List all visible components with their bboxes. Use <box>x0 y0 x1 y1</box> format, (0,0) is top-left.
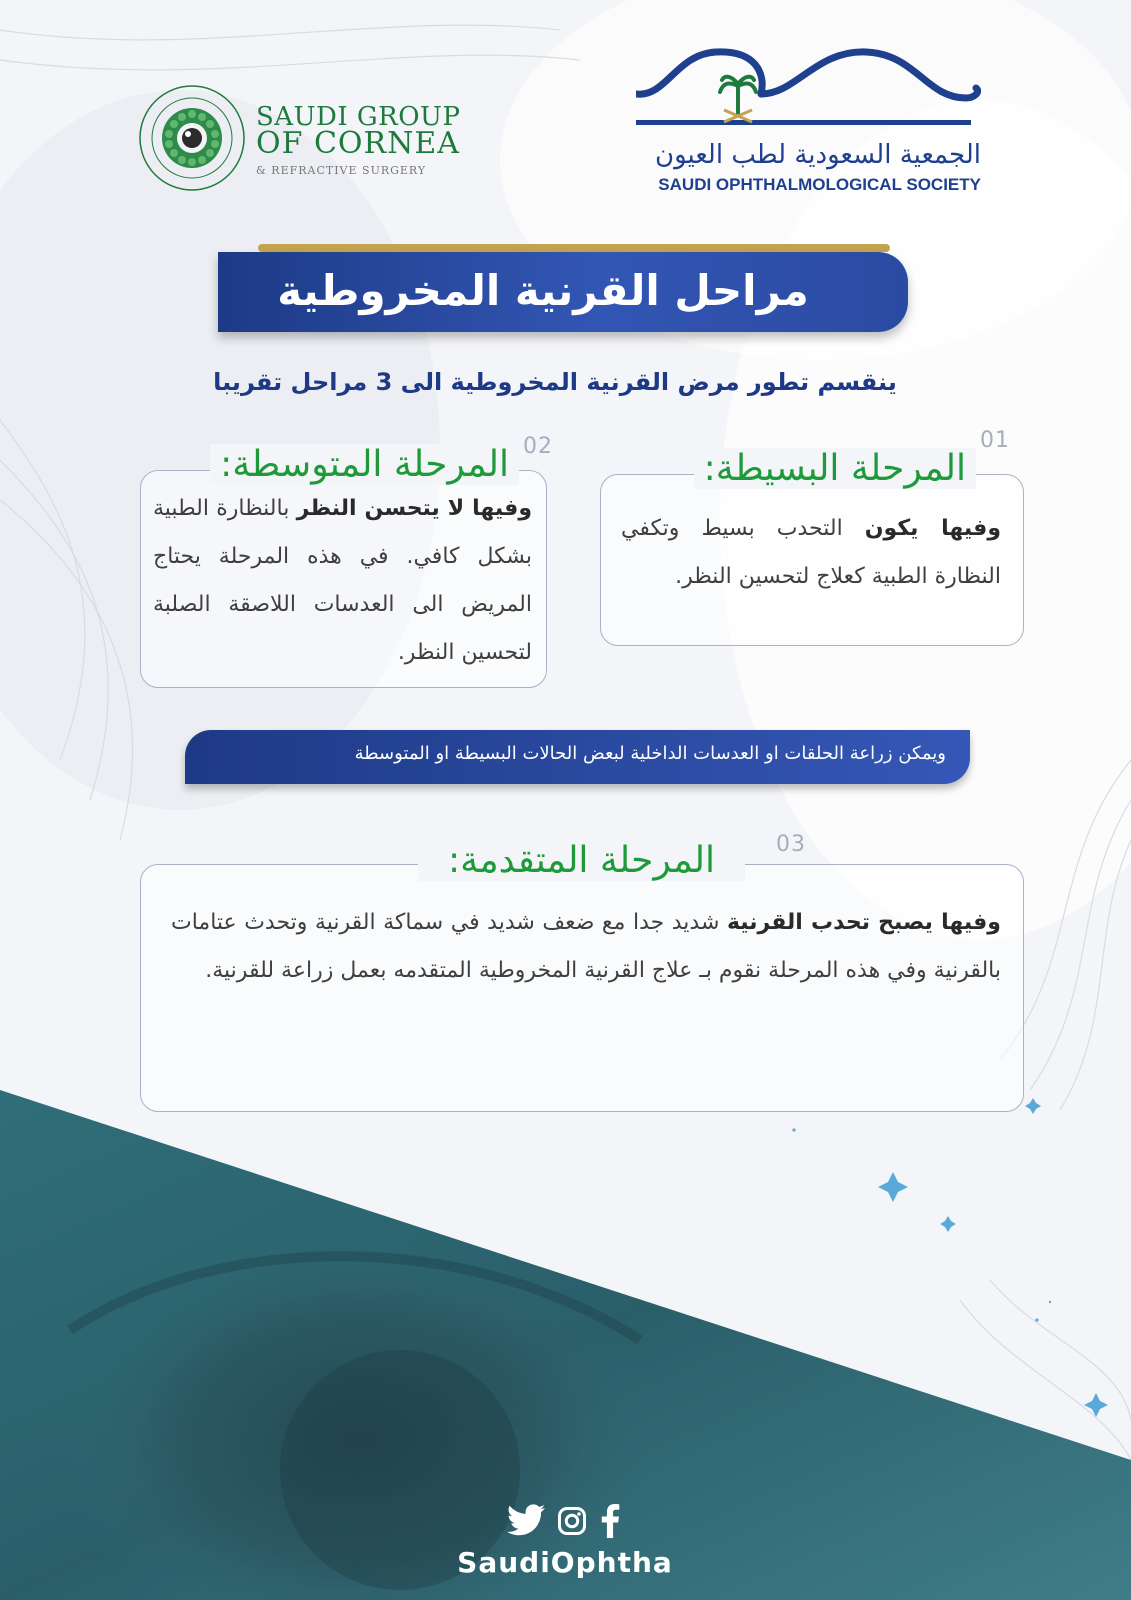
stage-3-description <box>171 899 1001 995</box>
stage-2-bold: وفيها لا يتحسن النظر <box>296 496 532 521</box>
facebook-icon[interactable] <box>599 1504 621 1538</box>
stage-1-heading: المرحلة البسيطة: <box>694 448 976 489</box>
note-banner <box>185 730 970 784</box>
cornea-logo-line3: & REFRACTIVE SURGERY <box>256 164 427 177</box>
society-name-arabic: الجمعية السعودية لطب العيون <box>655 140 981 170</box>
stage-1-number: 01 <box>980 428 1010 453</box>
stage-1-description <box>621 505 1001 601</box>
stage-1-text: التحدب بسيط وتكفي النظارة الطبية كعلاج لتحسين النظر. <box>621 516 1001 589</box>
title-banner-background <box>218 252 908 332</box>
cornea-logo-line2: OF CORNEA <box>256 126 460 161</box>
note-text: ويمكن زراعة الحلقات او العدسات الداخلية لبعض الحالات البسيطة او المتوسطة <box>354 743 946 764</box>
cornea-group-logo <box>138 84 478 194</box>
stage-2-heading: المرحلة المتوسطة: <box>210 444 519 485</box>
stage-2-description <box>153 485 532 677</box>
stage-2-card <box>140 470 547 688</box>
social-icons <box>505 1500 635 1540</box>
stage-3-card <box>140 864 1024 1112</box>
stage-3-heading: المرحلة المتقدمة: <box>418 840 745 881</box>
title-gold-strip <box>258 244 890 252</box>
stage-3-bold: وفيها يصبح تحدب القرنية <box>726 910 1001 935</box>
stage-2-text: بالنظارة الطبية بشكل كافي. في هذه المرحلة يحتاج المريض الى العدسات اللاصقة الصلبة لتحسين النظر. <box>153 496 532 665</box>
cornea-logo-line1: SAUDI GROUP <box>256 102 461 132</box>
page-title: مراحل القرنية المخروطية <box>277 266 809 315</box>
cornea-emblem-icon <box>138 84 246 192</box>
page-subtitle: ينقسم تطور مرض القرنية المخروطية الى 3 مراحل تقريبا <box>213 368 897 396</box>
society-name-english: SAUDI OPHTHALMOLOGICAL SOCIETY <box>658 175 981 194</box>
instagram-icon[interactable] <box>557 1506 587 1536</box>
ophthalmology-society-logo <box>636 44 981 204</box>
stage-1-bold: وفيها يكون <box>864 516 1001 541</box>
society-eye-emblem-icon <box>636 44 981 140</box>
stage-3-number: 03 <box>776 832 806 857</box>
social-handle[interactable]: SaudiOphtha <box>457 1546 673 1579</box>
stage-3-text: شديد جدا مع ضعف شديد في سماكة القرنية وتحدث عتامات بالقرنية وفي هذه المرحلة نقوم بـ علاج القرنية المخروطية المتقدمه بعمل زراعة للقرنية. <box>171 910 1001 983</box>
stage-2-number: 02 <box>523 434 553 459</box>
twitter-icon[interactable] <box>507 1504 545 1536</box>
title-banner <box>218 244 910 340</box>
stage-1-card <box>600 474 1024 646</box>
